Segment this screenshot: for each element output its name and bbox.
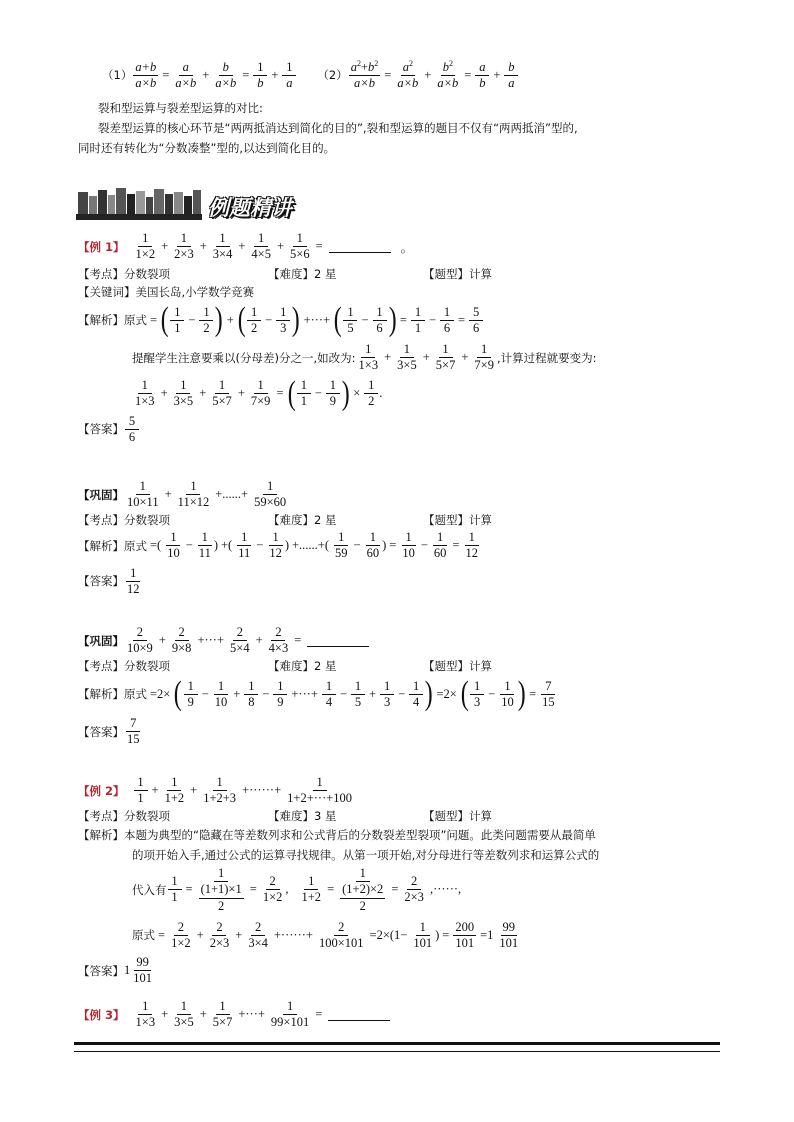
example-2-analysis-2: 的项开始入手,通过公式的运算寻找规律。从第一项开始,对分母进行等差数列求和运算公式的 — [132, 848, 600, 863]
gonggu-1-kaodian: 分数裂项 — [124, 513, 170, 528]
intro-formulas — [78, 60, 724, 90]
intro-line-1: 裂和型运算与裂差型运算的对比: — [98, 101, 263, 115]
example-2-problem: 1 1 + $\frac{1}{1+2}$ + $\frac{1}{1+2+3}$ +······+ $\frac{1}{1+2+\cdot\cdot\cdot+100}$ — [133, 776, 356, 805]
page-bottom-rule — [74, 1042, 720, 1052]
example-1-hint-formula: 1 1×3 + $\frac{1}{3\times 5}$ + $\frac{1}{5\times 7}$ + $\frac{1}{7\times 9}$ — [358, 342, 494, 373]
formula-1: $\frac{a+b}{a\times b}$ = $\frac{a}{a\times b}$ + $\frac{b}{a\times b}$ = $\frac{1}{b}$ + $\frac{1}{a}$ — [132, 61, 297, 90]
example-1-tag: 【例 1】 — [78, 239, 125, 254]
section-banner-title: 例题精讲 — [208, 196, 292, 220]
example-1-problem: 1 1×2 + $\frac{1}{2\times 3}$ + $\frac{1}{3\times 4}$ + $\frac{1}{4\times 5}$ + $\frac{1}{5\times 6}$ = 。 — [135, 231, 414, 262]
example-2-tag: 【例 2】 — [78, 783, 125, 798]
gonggu-2-nandu: 2 星 — [314, 659, 337, 674]
gonggu-1-solution: =( 1 10 − $\frac{1}{11}$ ) +( 1 11 − $\frac{1}{12}$ ) +......+( 1 59 − $\frac{1}{60}$ ) = $\frac{1}{10}$ − $\frac{1}{60}$ = $\frac{1}{12}$ — [150, 530, 478, 561]
gonggu-1-tag: 【巩固】 — [78, 487, 124, 502]
example-1-hint-solution: 1 1×3 + $\frac{1}{3\times 5}$ + $\frac{1}{5\times 7}$ + $\frac{1}{7\times 9}$ = ( 1 1 − $\frac{1}{9}$ ) × $\frac{1}{2}$ . — [135, 374, 383, 412]
example-1-answer: 5 6 — [125, 415, 139, 444]
example-2-substitution: $\frac{1}{1}$ = $\frac{1}{\frac{(1+1)\times 1}{2}}$ = $\frac{2}{1\times 2}$ , $\frac{1}{1+2}$ = $\frac{1}{\frac{(1+2)\times 2}{2}}$ = $\frac{2}{2\times 3}$ ,······, — [167, 867, 465, 912]
gonggu-2: 【巩固】 2 10×9 + $\frac{2}{9\times 8}$ +···+ $\frac{2}{5\times 4}$ + $\frac{2}{4\times 3}$ = 【考点】分数裂项 【难度】2 星 【题型】计算 【解析】 原式 =2× ( 1 9 − $\frac{1}{10}$ + $\frac{1}{8}$ − $\frac{1}{9}$ +···+ $\frac{1}{4}$ − $\frac{1}{5}$ + $\frac{1}{3}$ − $\frac{1}{4}$ ) =2× ( 1 3 − $\frac{1}{10}$ ) = $\frac{7}{15}$ 【答案】 7 15 — [78, 626, 724, 747]
section-banner — [76, 186, 306, 226]
example-1-kaodian: 分数裂项 — [124, 267, 170, 282]
example-1-nandu: 2 星 — [314, 267, 337, 282]
example-2: 【例 2】 1 1 + $\frac{1}{1+2}$ + $\frac{1}{1+2+3}$ +······+ $\frac{1}{1+2+\cdot\cdot\cdot+100}$ 【考点】分数裂项 【难度】3 星 【题型】计算 【解析】本题为典型的“隐藏在等差数列求和公式背后的分数裂差型裂项”问题。此类问题需要从最简单 的项开始入手,通过公式的运算寻找规律。从第一项开始,对分母进行等差数列求和运算公式的 代入有 $\frac{1}{1}$ = $\frac{1}{\frac{(1+1)\times 1}{2}}$ = $\frac{2}{1\times 2}$ , $\frac{1}{1+2}$ = $\frac{1}{\frac{(1+2)\times 2}{2}}$ = $\frac{2}{2\times 3}$ ,······, 原式 = $\frac{2}{1\times 2}$ + $\frac{2}{2\times 3}$ + $\frac{2}{3\times 4}$ +······+ $\frac{2}{100\times 101}$ =2×(1− $\frac{1}{101}$ ) = $\frac{200}{101}$ =1 99 101 【答案】 1 99 101 — [78, 776, 724, 985]
example-1-keywords: 美国长岛,小学数学竞赛 — [135, 285, 255, 300]
example-2-nandu: 3 星 — [314, 809, 337, 824]
example-2-analysis-3: 代入有 — [132, 882, 167, 897]
gonggu-2-kaodian: 分数裂项 — [124, 659, 170, 674]
example-1-hint: 提醒学生注意要乘以(分母差)分之一,如改为: — [132, 350, 356, 365]
gonggu-1-nandu: 2 星 — [314, 513, 337, 528]
formula-2-label: （2） — [317, 68, 348, 83]
gonggu-2-tag: 【巩固】 — [78, 633, 124, 648]
gonggu-2-tixing: 计算 — [469, 659, 492, 674]
example-2-analysis-1: 本题为典型的“隐藏在等差数列求和公式背后的分数裂差型裂项”问题。此类问题需要从最简单 — [124, 828, 596, 843]
example-1-solution: = ( 1 1 − $\frac{1}{2}$ ) + ( 1 2 − $\frac{1}{3}$ ) +···+ ( 1 5 − $\frac{1}{6}$ ) = $\frac{1}{1}$ − $\frac{1}{6}$ = $\frac{5}{6}$ — [147, 303, 484, 337]
example-2-tixing: 计算 — [469, 809, 492, 824]
example-3 — [78, 1000, 724, 1029]
example-1: 【例 1】 1 1×2 + $\frac{1}{2\times 3}$ + $\frac{1}{3\times 4}$ + $\frac{1}{4\times 5}$ + $\frac{1}{5\times 6}$ = 。 【考点】分数裂项 【难度】2 星 【题型】计算 【关键词】 美国长岛,小学数学竞赛 【解析】 原式 = ( 1 1 − $\frac{1}{2}$ ) + ( 1 2 − $\frac{1}{3}$ ) +···+ ( 1 5 − $\frac{1}{6}$ ) = $\frac{1}{1}$ − $\frac{1}{6}$ = $\frac{5}{6}$ 提醒学生注意要乘以(分母差)分之一,如改为: 1 1×3 + $\frac{1}{3\times 5}$ + $\frac{1}{5\times 7}$ + $\frac{1}{7\times 9}$ ,计算过程就要变为: 1 1×3 + $\frac{1}{3\times 5}$ + $\frac{1}{5\times 7}$ + $\frac{1}{7\times 9}$ = ( 1 1 − $\frac{1}{9}$ ) × $\frac{1}{2}$ . 【答案】 5 6 — [78, 231, 597, 444]
gonggu-2-solution: =2× ( 1 9 − $\frac{1}{10}$ + $\frac{1}{8}$ − $\frac{1}{9}$ +···+ $\frac{1}{4}$ − $\frac{1}{5}$ + $\frac{1}{3}$ − $\frac{1}{4}$ ) =2× ( 1 3 − $\frac{1}{10}$ ) = $\frac{7}{15}$ — [150, 675, 555, 713]
gonggu-2-problem: 2 10×9 + $\frac{2}{9\times 8}$ +···+ $\frac{2}{5\times 4}$ + $\frac{2}{4\times 3}$ = — [124, 626, 369, 655]
formula-1-label: （1） — [102, 68, 133, 83]
example-2-solution: = $\frac{2}{1\times 2}$ + $\frac{2}{2\times 3}$ + $\frac{2}{3\times 4}$ +······+ $\frac{2}{100\times 101}$ =2×(1− $\frac{1}{101}$ ) = $\frac{200}{101}$ =1 99 101 — [158, 919, 519, 950]
intro-text — [78, 98, 724, 158]
intro-line-3: 同时还有转化为“分数凑整”型的,以达到简化目的。 — [78, 141, 336, 155]
gonggu-1-answer: 1 12 — [127, 565, 140, 596]
gonggu-1-tixing: 计算 — [469, 513, 492, 528]
example-3-tag: 【例 3】 — [78, 1007, 125, 1022]
gonggu-2-answer: 7 15 — [127, 716, 140, 747]
example-3-problem: 1 1×3 + $\frac{1}{3\times 5}$ + $\frac{1}{5\times 7}$ +···+ $\frac{1}{99\times 101}$ = — [133, 1000, 391, 1029]
gonggu-1-problem: 1 10×11 + $\frac{1}{11\times 12}$ +......+ $\frac{1}{59\times 60}$ — [127, 479, 287, 510]
example-2-kaodian: 分数裂项 — [124, 809, 170, 824]
formula-2: $\frac{a^2+b^2}{a\times b}$ = $\frac{a^2}{a\times b}$ + $\frac{b^2}{a\times b}$ = $\frac{a}{b}$ + $\frac{b}{a}$ — [348, 60, 520, 90]
example-2-answer: 1 99 101 — [124, 954, 152, 985]
intro-line-2: 裂差型运算的核心环节是“两两抵消达到简化的目的”,裂和型运算的题目不仅有“两两抵消”型的, — [98, 121, 578, 135]
example-1-hint-end: ,计算过程就要变为: — [496, 350, 597, 365]
example-1-tixing: 计算 — [469, 267, 492, 282]
gonggu-1: 【巩固】 1 10×11 + $\frac{1}{11\times 12}$ +......+ $\frac{1}{59\times 60}$ 【考点】分数裂项 【难度】2 星 【题型】计算 【解析】 原式 =( 1 10 − $\frac{1}{11}$ ) +( 1 11 − $\frac{1}{12}$ ) +......+( 1 59 − $\frac{1}{60}$ ) = $\frac{1}{10}$ − $\frac{1}{60}$ = $\frac{1}{12}$ 【答案】 1 12 — [78, 479, 492, 596]
